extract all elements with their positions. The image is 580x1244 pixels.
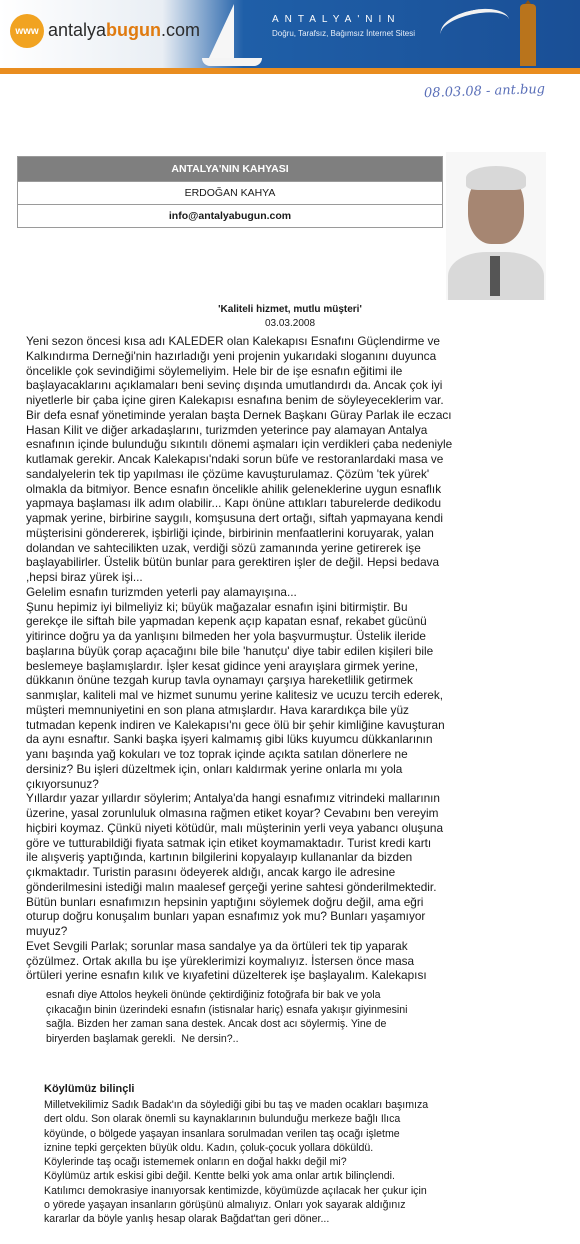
- portrait-hair: [466, 166, 526, 190]
- sailboat-icon: [208, 4, 234, 60]
- portrait-tie: [490, 256, 500, 296]
- article-body-continued: esnafı diye Attolos heykeli önünde çektirdiğiniz fotoğrafa bir bak ve yola çıkacağın binin üzerindeki esnafın (istisnalar hariç) esnafa yakışır giyinmesini sağla. Bizden her zaman sana destek. Ancak dost acı söylermiş. Yine de biryerden başlamak gerekli. Ne dersin?..: [46, 989, 408, 1045]
- banner-title: ANTALYA'NIN: [272, 14, 401, 25]
- logo-text-c: .com: [161, 20, 201, 40]
- banner-stripe: [0, 68, 580, 74]
- logo-text-a: antalya: [48, 20, 107, 40]
- banner-subtitle: Doğru, Tarafsız, Bağımsız İnternet Sitesi: [272, 29, 416, 38]
- article-date: 03.03.2008: [264, 318, 316, 329]
- author-box: [17, 156, 443, 228]
- author-name: ERDOĞAN KAHYA: [18, 181, 442, 204]
- author-email[interactable]: info@antalyabugun.com: [18, 204, 442, 227]
- article-body: Yeni sezon öncesi kısa adı KALEDER olan Kalekapısı Esnafını Güçlendirme ve Kalkındırma Derneği'nin hazırladığı yeni projenin yukarıdaki sloganını duyunca öncelikle çok sevindiğimi söylemeliyim. Hele bir de işe esnafın eğitimi ile başlayacaklarını açıklamaları beni sevinç dışında umutlandırdı da. Ancak çok iyi niyetlerle bir çaba içine giren Kalekapısı esnafına benim de söyleyeceklerim var. Bir defa esnaf yönetiminde yeralan başta Dernek Başkanı Güray Parlak ile eczacı Hasan Kilit ve diğer arkadaşlarını, turizmden yeterince pay alamayan Antalya esnafının içinde bulunduğu sıkıntılı dönemi aşmaları için verdikleri çaba nedeniyle kutlamak gerekir. Ancak Kalekapısı'ndaki sorun büfe ve restoranlardaki masa ve sandalyelerin tek tip yapılması ile çözüme kavuşturulamaz. Çözüm 'tek yürek' olmakla da bitmiyor. Bence esnafın öncelikle ahilik geleneklerine uygun esnaflık yapmaya başlaması ilk adım olabilir... Kapı önüne attıkları taburelerde dedikodu yapmak yerine, birbirine saygılı, komşusuna dert ortağı, siftah yapmayana kendi müşterisini göndererek, işbirliği içinde, birbirinin menfaatlerini koruyarak, yalan dolandan ve sahtecilikten uzak, verdiği sözü zamanında yerine getirerek işe başlayabilirler. Üstelik bütün bunlar para gerektiren işler de değil. Hepsi bedava ,hepsi biraz yürek işi... Gelelim esnafın turizmden yeterli pay alamayışına... Şunu hepimiz iyi bilmeliyiz ki; büyük mağazalar esnafın işini bitirmiştir. Bu gerekçe ile siftah bile yapmadan kepenk açıp kapatan esnaf, rekabet gücünü yitirince doğru ya da yanlışını bilmeden her yola başvurmuştur. Üstelik ileride başlarına büyük çorap açacağını bile bile 'hanutçu' diye tabir edilen kişileri bile beslemeye başlamışlardır. İşler kesat gidince yeni arayışlara girmek yerine, dükkanın önüne tezgah kurup tavla oynamayı çarşıya hareketlilik getirmek sanmışlar, kaliteli mal ve hizmet sunumu yerine kalitesiz ve ucuzu tercih ederek, müşteri memnuniyetini en son plana atmışlardır. Hava karardıkça bile yüz tutmadan kepenk indiren ve Kalekapısı'nı gece ölü bir şehir kimliğine kavuşturan da aynı esnaftır. Sanki başka işyeri kalmamış gibi lüks kuyumcu dükkanlarının yanı başında yağ kokuları ve toz toprak içinde açıkta satılan dönerlere ne dersiniz? Bu işleri düzeltmek için, onları kaldırmak yerine onlarla mı yola çıkıyorsunuz? Yıllardır yazar yıllardır söylerim; Antalya'da hangi esnafımız vitrindeki mallarının üzerine, yasal zorunluluk olmasına rağmen etiket koyar? Cevabını ben vereyim hiçbiri koymaz. Çünkü niyeti kötüdür, malı müşterinin yerli veya yabancı oluşuna göre ve tutturabildiği fiyata satmak için etiket koymamaktadır. Turist kredi kartı ile alışveriş yaptığında, kartının bilgilerini kopyalayıp kullananlar da bizden çıkmaktadır. Turistin parasını ödeyerek aldığı, ancak kargo ile adresine gönderilmesini istediği malın maalesef gerçeği yerine sahtesi gönderilmektedir. Bütün bunları esnafımızın hepsinin yaptığını söylemek doğru değil, ama eğri oturup doğru konuşalım bunları yapan esnafımız yok mu? Bunları yaşamıyor muyuz? Evet Sevgili Parlak; sorunlar masa sandalye ya da örtüleri tek tip yaparak çözülmez. Ortak akılla bu işe yüreklerimizi koymalıyız. İstersen önce masa örtüleri yerine esnafın kılık ve kıyafetini düzelterek işe başlayalım. Kalekapısı: [26, 334, 453, 983]
- logo-text-b: bugun: [106, 20, 162, 40]
- column-name: ANTALYA'NIN KAHYASI: [18, 157, 442, 181]
- section-heading: Köylümüz bilinçli: [44, 1083, 135, 1095]
- site-logo-badge[interactable]: www: [10, 14, 44, 48]
- handwritten-note: 08.03.08 - ant.bug: [423, 81, 546, 102]
- site-logo-text[interactable]: [48, 20, 200, 41]
- section-body: Milletvekilimiz Sadık Badak'ın da söylediği gibi bu taş ve maden ocakları başımıza dert oldu. Son olarak önemli su kaynaklarının bulunduğu merkeze bağlı Ilıca köyünde, o bölgede yaşayan insanlara sorulmadan verilen taş ocağı işletme iznine tepki gerçekten büyük oldu. Kadın, çoluk-çocuk yollara döküldü. Köylerinde taş ocağı istememek onların en doğal hakkı değil mi? Köylümüz artık eskisi gibi değil. Kentte belki yok ama onlar artık bilinçlendi. Katılımcı demokrasiye inanıyorsak kentimizde, köyümüzde açılacak her çukur için o yörede yaşayan insanların görüşünü almalıyız. Onları yok sayarak aldığınız kararlar da böyle yanlış hesap olarak Bağdat'tan geri döner...: [44, 1099, 429, 1226]
- minaret-tower-icon: [520, 4, 536, 66]
- author-portrait: [446, 152, 546, 300]
- article-title: 'Kaliteli hizmet, mutlu müşteri': [218, 304, 362, 315]
- boat-hull-icon: [202, 58, 262, 66]
